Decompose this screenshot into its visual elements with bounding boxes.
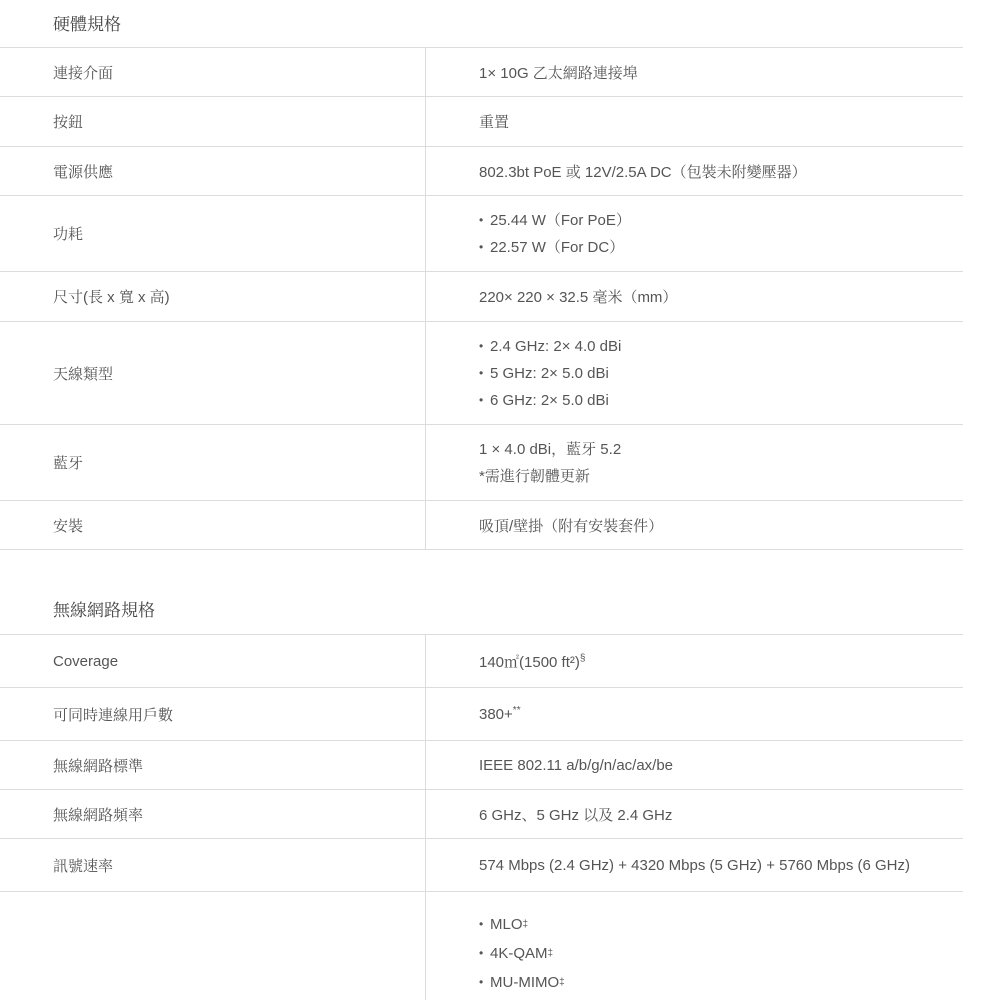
spec-value-interface: 1× 10G 乙太網路連接埠 <box>479 64 638 82</box>
spec-label-concurrent-users: 可同時連線用戶數 <box>53 706 174 724</box>
list-item: • 4K-QAM ‡ <box>479 945 554 962</box>
table-row <box>0 688 963 740</box>
bluetooth-line: 1 × 4.0 dBi，藍牙 5.2 <box>479 440 622 458</box>
spec-label-power-consumption: 功耗 <box>53 226 84 243</box>
spec-label-antenna: 天線類型 <box>53 365 114 383</box>
table-row <box>0 839 963 891</box>
list-item: • 22.57 W（For DC） <box>479 238 625 256</box>
spec-value-coverage: 140㎡(1500 ft²)§ <box>479 652 586 671</box>
spec-value-bluetooth <box>479 425 1000 500</box>
list-item: • 6 GHz: 2× 5.0 dBi <box>479 391 609 409</box>
table-row <box>0 48 963 96</box>
spec-value-power-consumption <box>479 196 1000 271</box>
wireless-section-title: 無線網路規格 <box>53 601 155 620</box>
table-row <box>0 790 963 838</box>
spec-value-power: 802.3bt PoE 或 12V/2.5A DC（包裝未附變壓器） <box>479 163 807 181</box>
spec-value-button: 重置 <box>479 114 510 131</box>
spec-label-button: 按鈕 <box>53 114 84 131</box>
spec-label-wifi-standard: 無線網路標準 <box>53 757 144 775</box>
footnote-mark: § <box>579 652 586 664</box>
divider <box>0 549 963 550</box>
spec-value-antenna <box>479 322 1000 424</box>
table-row <box>0 322 963 424</box>
spec-label-dimensions: 尺寸(長 x 寬 x 高) <box>53 289 170 306</box>
list-item: • 25.44 W（For PoE） <box>479 211 631 229</box>
spec-label-coverage: Coverage <box>53 652 119 670</box>
table-row <box>0 425 963 500</box>
spec-value-wifi-frequency: 6 GHz、5 GHz 以及 2.4 GHz <box>479 806 673 824</box>
spec-label-mounting: 安裝 <box>53 517 84 535</box>
bluetooth-note: *需進行韌體更新 <box>479 467 590 485</box>
spec-value-signal-rate: 574 Mbps (2.4 GHz) + 4320 Mbps (5 GHz) + 5760 Mbps (6 GHz) <box>479 856 911 874</box>
spec-label-power: 電源供應 <box>53 163 114 181</box>
table-row <box>0 147 963 195</box>
table-row <box>0 272 963 321</box>
hardware-section-title: 硬體規格 <box>53 15 121 34</box>
spec-value-concurrent-users: 380+** <box>479 704 521 723</box>
spec-label-signal-rate: 訊號速率 <box>53 857 114 875</box>
spec-label-bluetooth: 藍牙 <box>53 455 84 472</box>
table-row <box>0 892 963 1000</box>
list-item: • 2.4 GHz: 2× 4.0 dBi <box>479 337 622 355</box>
table-row <box>0 501 963 549</box>
list-item: • 5 GHz: 2× 5.0 dBi <box>479 364 609 382</box>
spec-value-mounting: 吸頂/壁掛（附有安裝套件） <box>479 517 664 535</box>
table-row <box>0 741 963 789</box>
footnote-mark: ** <box>512 704 521 716</box>
spec-label-wifi-frequency: 無線網路頻率 <box>53 806 144 824</box>
spec-value-dimensions: 220× 220 × 32.5 毫米（mm） <box>479 289 678 306</box>
spec-value-wifi-standard: IEEE 802.11 a/b/g/n/ac/ax/be <box>479 756 674 774</box>
spec-value-features <box>479 892 1000 1000</box>
table-row <box>0 635 963 687</box>
table-row <box>0 196 963 271</box>
list-item: • MLO ‡ <box>479 916 529 933</box>
spec-label-interface: 連接介面 <box>53 64 114 82</box>
table-row <box>0 97 963 146</box>
list-item: • MU-MIMO ‡ <box>479 974 565 991</box>
